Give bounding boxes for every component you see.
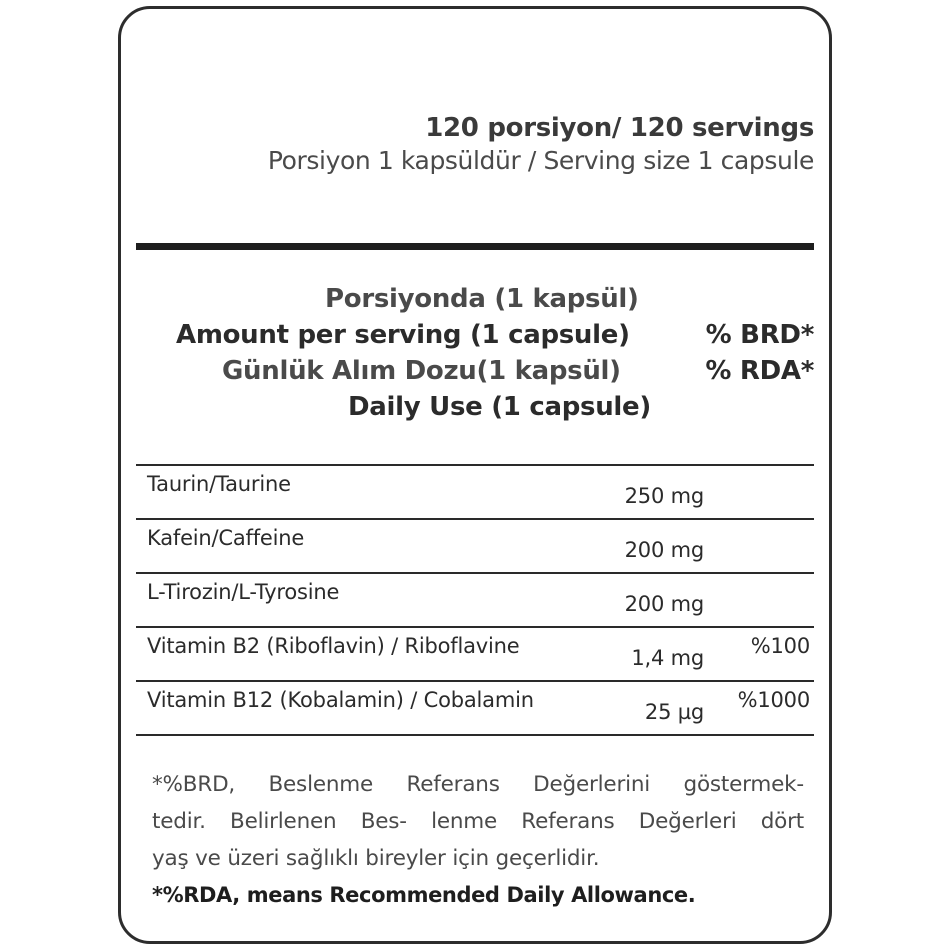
nutrient-amount: 200 mg (624, 592, 704, 616)
footnote-line: *%BRD, Beslenme Referans Değerlerini göstermek- (152, 772, 804, 797)
footnote-line: tedir. Belirlenen Bes- lenme Referans Değerleri dört (152, 809, 804, 834)
header-amount-tr: Porsiyonda (1 kapsül) (325, 284, 639, 314)
footnote-line: yaş ve üzeri sağlıklı bireyler için geçerlidir. (152, 846, 600, 871)
thick-divider (136, 243, 814, 250)
header-amount-en: Amount per serving (1 capsule) (176, 320, 630, 350)
nutrient-amount: 250 mg (624, 484, 704, 508)
servings-count: 120 porsiyon/ 120 servings (425, 113, 814, 143)
nutrient-name: Vitamin B12 (Kobalamin) / Cobalamin (147, 688, 534, 712)
table-row (136, 518, 814, 572)
serving-size: Porsiyon 1 kapsüldür / Serving size 1 capsule (267, 146, 814, 175)
table-row (136, 626, 814, 680)
table-row (136, 680, 814, 736)
nutrient-amount: 200 mg (624, 538, 704, 562)
header-percent-rda: % RDA* (705, 356, 814, 386)
header-daily-en: Daily Use (1 capsule) (348, 392, 651, 422)
nutrient-table (136, 464, 814, 736)
table-row (136, 464, 814, 518)
header-daily-tr: Günlük Alım Dozu(1 kapsül) (222, 356, 621, 386)
nutrient-name: L-Tirozin/L-Tyrosine (147, 580, 340, 604)
nutrient-name: Vitamin B2 (Riboflavin) / Riboflavine (147, 634, 520, 658)
nutrient-amount: 1,4 mg (631, 646, 704, 670)
nutrient-percent: %100 (750, 634, 810, 658)
nutrient-amount: 25 µg (644, 700, 704, 724)
servings-block (268, 112, 814, 178)
nutrient-name: Taurin/Taurine (147, 472, 291, 496)
footnote (152, 766, 804, 914)
footnote-rda-note: *%RDA, means Recommended Daily Allowance. (152, 883, 696, 907)
table-row (136, 572, 814, 626)
nutrient-name: Kafein/Caffeine (147, 526, 305, 550)
header-percent-brd: % BRD* (705, 320, 814, 350)
nutrient-percent: %1000 (737, 688, 810, 712)
